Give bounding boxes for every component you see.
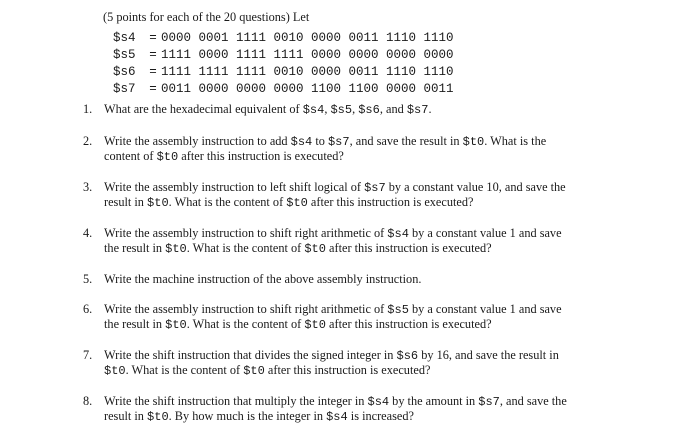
register-value: 0000 0001 1111 0010 0000 0011 1110 1110 [161,31,454,45]
register-value: 0011 0000 0000 0000 1100 1100 0000 0011 [161,82,454,96]
register-ref: $t0 [165,242,187,256]
question-text-segment: result in [104,409,148,423]
question-text-segment: . [428,102,432,116]
register-ref: $s6 [358,103,380,117]
question-text-segment: Write the assembly instruction to shift right arithmetic of [104,226,388,240]
question-text-segment: Write the assembly instruction to add [104,134,291,148]
question-text-segment: What are the hexadecimal equivalent of [104,102,303,116]
register-row-s5 [113,47,454,64]
register-value: 1111 1111 1111 0010 0000 0011 1110 1110 [161,65,454,79]
question-text-segment: Write the shift instruction that multiply the integer in [104,394,368,408]
register-ref: $s4 [367,395,390,409]
register-value: 1111 0000 1111 1111 0000 0000 0000 0000 [161,48,454,62]
question-text-segment: Write the assembly instruction to left shift logical of [104,180,365,194]
register-ref: $s7 [364,181,386,195]
register-ref: $t0 [286,196,308,210]
question-number: 7. [83,348,93,362]
register-ref: $t0 [304,318,326,332]
question-text-segment: . What is the content of [168,195,287,209]
question-text-segment: , and save the [499,394,567,408]
question-number: 5. [83,272,93,286]
question-text-segment: by 16, and save the result in [418,348,559,362]
question-text-segment: the result in [104,241,166,255]
register-ref: $t0 [243,364,265,378]
register-ref: $t0 [104,364,126,378]
question-text-segment: Write the assembly instruction to shift right arithmetic of [104,302,388,316]
question-text-segment: , [352,102,359,116]
question-text-segment: after this instruction is executed? [264,363,431,377]
register-row-s6 [113,64,454,81]
question-text-segment: Write the shift instruction that divides the signed integer in [104,348,397,362]
question-text-segment: , [324,102,331,116]
question-text [104,102,624,117]
equals-sign: = [149,31,157,45]
question-text-segment: . What is the content of [125,363,244,377]
question-text [104,272,624,287]
question-text [104,226,624,256]
question-line [104,348,624,363]
question-line [104,302,624,317]
register-ref: $t0 [147,196,169,210]
question-number: 1. [83,102,93,116]
register-ref: $s7 [478,395,500,409]
register-ref: $t0 [156,150,179,164]
question-text-segment: the result in [104,317,166,331]
question-text [104,134,624,164]
question-text-segment: , and save the result in [349,134,463,148]
question-line [104,180,624,195]
equals-sign: = [149,82,157,96]
question-number: 3. [83,180,93,194]
question-line [104,409,624,424]
register-name: $s4 [113,31,136,45]
question-text-segment: result in [104,195,148,209]
question-line [104,241,624,256]
question-line [104,102,624,117]
question-text-segment: . What is the [484,134,547,148]
question-text-segment: after this instruction is executed? [178,149,344,163]
register-ref: $s4 [290,135,313,149]
register-row-s4 [113,30,454,47]
question-text [104,302,624,332]
question-text-segment: to [312,134,328,148]
question-line [104,149,624,164]
register-ref: $t0 [304,242,326,256]
question-text [104,394,624,424]
question-text-segment: by a constant value 1 and save [408,226,562,240]
equals-sign: = [149,65,157,79]
question-text-segment: after this instruction is executed? [325,241,492,255]
question-text-segment: , and [379,102,407,116]
register-definitions [113,30,454,98]
register-ref: $t0 [165,318,187,332]
register-name: $s6 [113,65,136,79]
question-line [104,134,624,149]
question-number: 8. [83,394,93,408]
register-ref: $s4 [387,227,409,241]
register-ref: $s5 [330,103,353,117]
question-line [104,195,624,210]
register-ref: $t0 [462,135,485,149]
question-text-segment: by a constant value 10, and save the [385,180,566,194]
question-line [104,317,624,332]
question-text-segment: content of [104,149,157,163]
register-ref: $s6 [396,349,419,363]
register-ref: $s7 [406,103,429,117]
question-text-segment: by a constant value 1 and save [408,302,562,316]
question-text [104,348,624,378]
question-text-segment: after this instruction is executed? [307,195,474,209]
question-line [104,226,624,241]
register-ref: $s7 [327,135,350,149]
question-text-segment: . What is the content of [186,317,305,331]
question-number: 2. [83,134,93,148]
register-name: $s7 [113,82,136,96]
question-line [104,394,624,409]
register-ref: $t0 [147,410,169,424]
question-text-segment: Write the machine instruction of the above assembly instruction. [104,272,422,286]
intro-text: (5 points for each of the 20 questions) Let [103,10,310,24]
question-text-segment: by the amount in [389,394,479,408]
question-text-segment: after this instruction is executed? [325,317,492,331]
question-text [104,180,624,210]
register-row-s7 [113,81,454,98]
register-name: $s5 [113,48,136,62]
question-text-segment: . What is the content of [186,241,305,255]
question-line [104,272,624,287]
question-number: 4. [83,226,93,240]
question-text-segment: is increased? [347,409,414,423]
register-ref: $s4 [302,103,325,117]
equals-sign: = [149,48,157,62]
question-line [104,363,624,378]
register-ref: $s4 [326,410,348,424]
question-number: 6. [83,302,93,316]
question-text-segment: . By how much is the integer in [168,409,327,423]
register-ref: $s5 [387,303,409,317]
